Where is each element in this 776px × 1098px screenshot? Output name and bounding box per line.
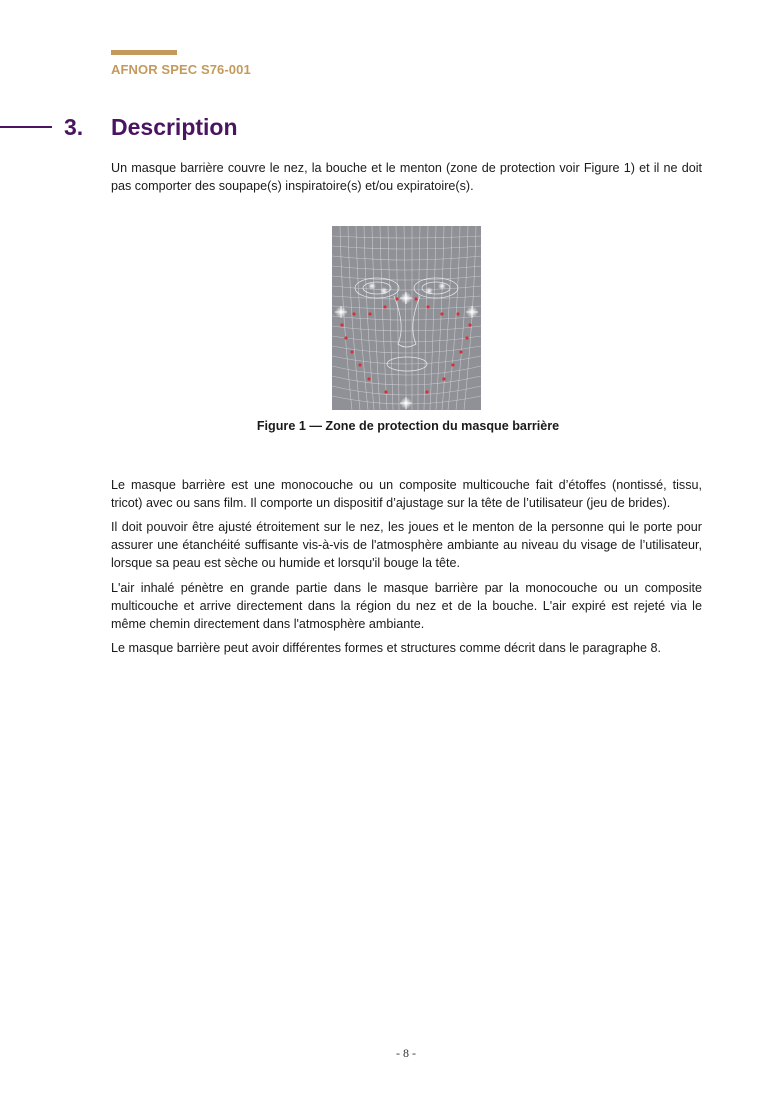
figure-caption [0,419,776,433]
page-number-text: - 8 - [396,1046,416,1060]
section-title: Description [111,114,238,140]
figure-caption-text: Figure 1 — Zone de protection du masque barrière [256,419,560,433]
paragraph-forms: Le masque barrière peut avoir différentes formes et structures comme décrit dans le paragraphe 8. [111,641,661,655]
paragraph-composition: Le masque barrière est une monocouche ou un composite multicouche fait d’étoffes (nontissé, tissu, tricot) avec ou sans film. Il comporte un dispositif d’ajustage sur la tête de l’utilisateur (jeu de brides). [111,478,702,510]
paragraph-fit: Il doit pouvoir être ajusté étroitement sur le nez, les joues et le menton de la personne qui le porte pour assurer une étanchéité suffisante vis-à-vis de l'atmosphère ambiante au niveau du visage de l’utilisateur, lorsque sa peau est sèche ou humide et lorsqu'il bouge la tête. [111,520,702,570]
paragraph-airflow: L'air inhalé pénètre en grande partie dans le masque barrière par la monocouche ou un composite multicouche et arrive directement dans la région du nez et de la bouche. L'air expiré est rejeté via le même chemin directement dans l'atmosphère ambiante. [111,581,702,631]
document-reference: AFNOR SPEC S76-001 [111,62,251,77]
paragraph-intro: Un masque barrière couvre le nez, la bouche et le menton (zone de protection voir Figure 1) et il ne doit pas comporter des soupape(s) inspiratoire(s) et/ou expiratoire(s). [111,161,702,193]
face-protection-zone-figure [332,226,481,410]
header-accent-bar [111,50,177,55]
section-number: 3. [64,114,84,140]
wireframe-face-icon [332,226,481,410]
page-number [0,1046,776,1061]
section-heading-rule [0,126,52,128]
